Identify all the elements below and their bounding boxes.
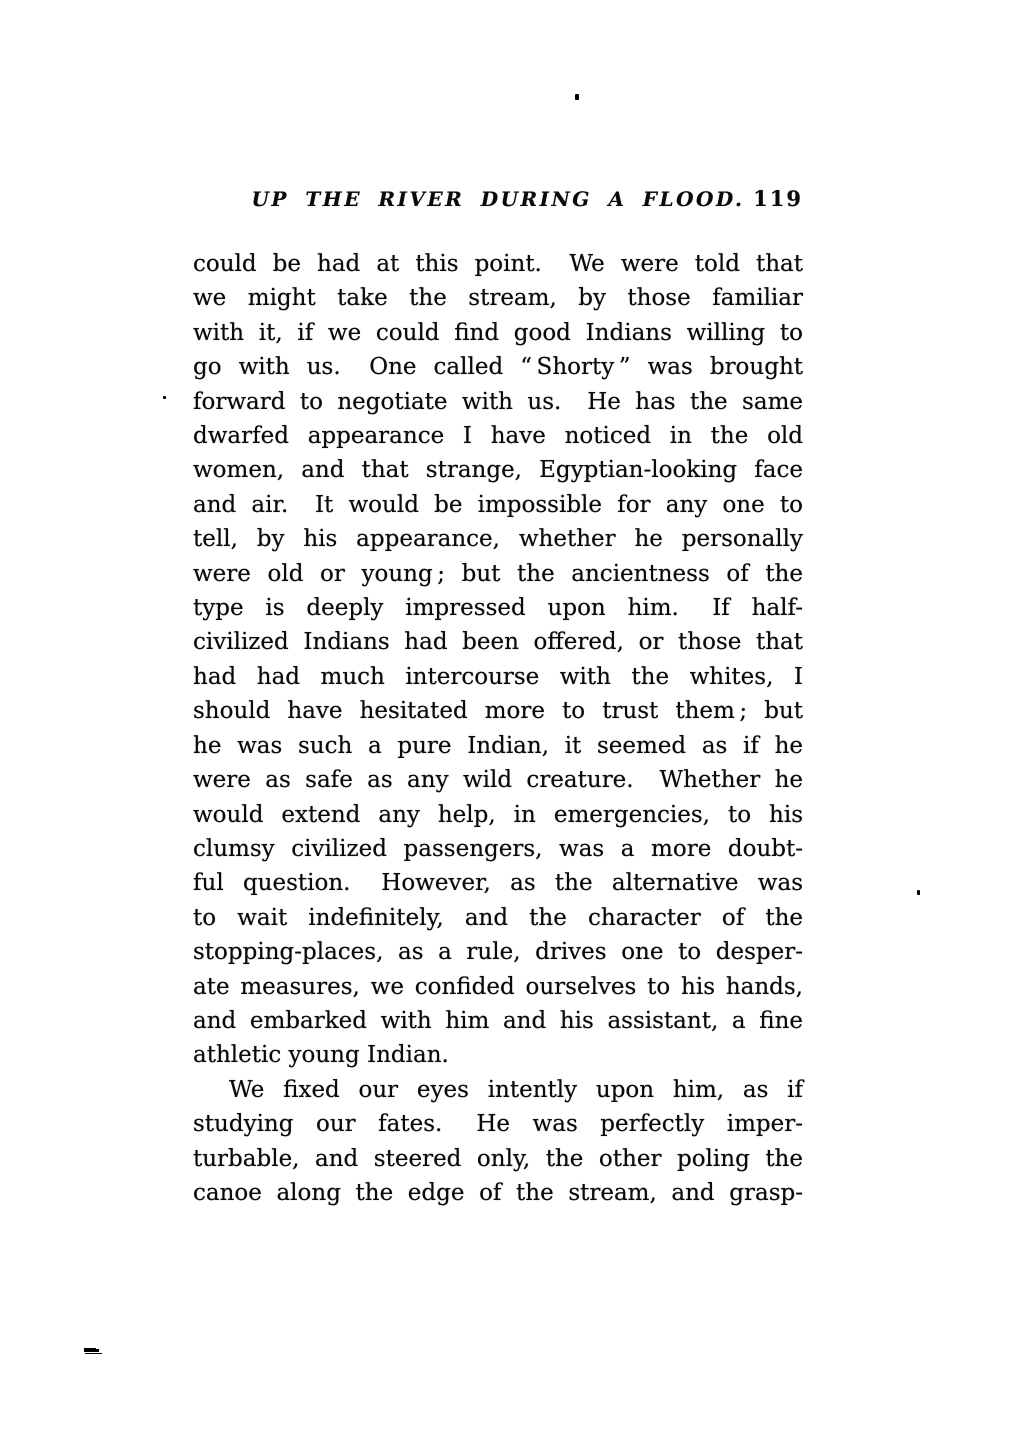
page-number: 119 xyxy=(753,186,803,211)
text-line: clumsy civilized passengers, was a more doubt- xyxy=(193,835,803,862)
text-line: civilized Indians had been offered, or those that xyxy=(193,629,803,656)
text-line: turbable, and steered only, the other poling the xyxy=(193,1145,803,1172)
chapter-running-title: UP THE RIVER DURING A FLOOD. xyxy=(251,187,745,211)
text-line: We fixed our eyes intently upon him, as if xyxy=(229,1076,803,1103)
text-line: should have hesitated more to trust them ; but xyxy=(193,698,803,725)
text-line: could be had at this point. We were told that xyxy=(193,251,803,277)
text-line: were old or young ; but the ancientness of the xyxy=(193,560,803,587)
text-line: and air. It would be impossible for any one to xyxy=(193,491,803,518)
running-head xyxy=(193,184,803,214)
ink-speck-left-margin xyxy=(163,396,166,399)
text-line: type is deeply impressed upon him. If half- xyxy=(193,595,803,622)
printer-mark-rule xyxy=(85,1353,102,1355)
text-line: we might take the stream, by those familiar xyxy=(193,285,803,312)
text-line: go with us. One called “ Shorty ” was brought xyxy=(193,354,803,381)
text-line: forward to negotiate with us. He has the same xyxy=(193,388,803,415)
text-line: studying our fates. He was perfectly imper- xyxy=(193,1111,803,1138)
ink-speck-top-center xyxy=(575,94,579,100)
text-line: ate measures, we confided ourselves to his hands, xyxy=(193,973,803,1000)
text-line: athletic young Indian. xyxy=(193,1042,449,1069)
text-line: to wait indefinitely, and the character of the xyxy=(193,904,803,931)
printer-mark-bottom-left xyxy=(84,1347,104,1355)
text-line: canoe along the edge of the stream, and grasp- xyxy=(193,1179,803,1206)
printer-mark-bar xyxy=(84,1348,96,1352)
page-text-block xyxy=(193,247,803,1210)
text-line: tell, by his appearance, whether he personally xyxy=(193,526,803,553)
ink-speck-right-margin xyxy=(917,890,920,895)
text-line: were as safe as any wild creature. Whether he xyxy=(193,767,803,794)
text-line: ful question. However, as the alternative was xyxy=(193,870,803,897)
text-line: he was such a pure Indian, it seemed as if he xyxy=(193,732,803,759)
text-line: had had much intercourse with the whites, I xyxy=(193,663,803,690)
text-line: with it, if we could find good Indians willing to xyxy=(193,319,803,346)
text-line: and embarked with him and his assistant, a fine xyxy=(193,1007,803,1034)
text-line: dwarfed appearance I have noticed in the old xyxy=(193,423,803,450)
text-line: stopping-places, as a rule, drives one to desper- xyxy=(193,939,803,966)
text-line: women, and that strange, Egyptian-looking face xyxy=(193,457,803,484)
printer-mark-dot xyxy=(96,1349,99,1352)
text-line: would extend any help, in emergencies, to his xyxy=(193,801,803,828)
